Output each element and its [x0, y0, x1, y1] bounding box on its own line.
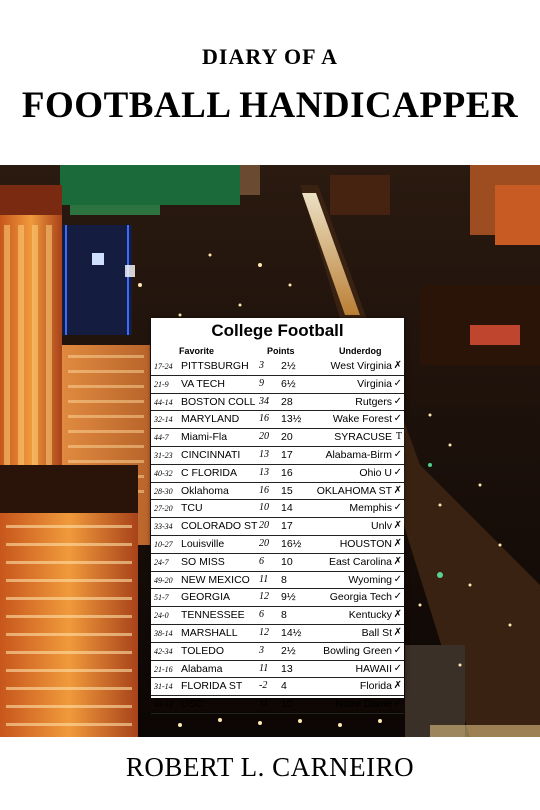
underdog-team: Wake Forest [332, 413, 392, 426]
handwritten-score: 21-16 [154, 664, 173, 674]
handwritten-score: 28-30 [154, 486, 173, 496]
point-spread: 6½ [281, 377, 296, 390]
favorite-team: NEW MEXICO [181, 573, 250, 586]
table-row [151, 678, 404, 696]
result-mark: ✓ [393, 413, 402, 425]
underdog-team: Kentucky [348, 609, 392, 622]
point-spread: 14 [281, 502, 293, 515]
result-mark: ✓ [393, 662, 402, 674]
handwritten-score: 42-34 [154, 646, 173, 656]
point-spread: 8 [281, 609, 287, 622]
underdog-team: Wyoming [348, 573, 392, 586]
point-spread: 20 [281, 431, 293, 444]
point-spread: 4 [281, 680, 287, 693]
book-title: FOOTBALL HANDICAPPER [21, 85, 519, 126]
underdog-team: Virginia [357, 377, 392, 390]
subtitle: DIARY OF A [202, 44, 338, 69]
handwritten-score: 24-7 [154, 557, 169, 567]
result-mark: ✓ [393, 377, 402, 389]
table-row [151, 643, 404, 661]
table-row [151, 411, 404, 429]
result-mark: ✗ [393, 609, 402, 621]
table-row [151, 500, 404, 518]
favorite-team: COLORADO ST [181, 520, 258, 533]
result-mark: ✓ [393, 644, 402, 656]
handwritten-pick: 13 [259, 466, 269, 478]
favorite-team: FLORIDA ST [181, 680, 243, 693]
handwritten-pick: 12 [259, 591, 269, 603]
header-points: Points [267, 346, 295, 356]
result-mark: ✗ [393, 680, 402, 692]
favorite-team: TCU [181, 502, 203, 515]
header-favorite: Favorite [179, 346, 215, 356]
handwritten-score: 10-27 [154, 539, 173, 549]
handwritten-pick: 20 [259, 520, 269, 532]
handwritten-score: 17-24 [154, 362, 173, 371]
underdog-team: Rutgers [355, 395, 392, 408]
handwritten-pick: 13 [259, 448, 269, 460]
underdog-team: Unlv [370, 520, 392, 533]
handwritten-score: 44-13 [154, 700, 173, 710]
handwritten-pick: -2 [259, 680, 268, 692]
handwritten-pick: 20 [259, 537, 269, 549]
underdog-team: Florida [359, 680, 392, 693]
favorite-team: TENNESSEE [181, 609, 245, 622]
handwritten-pick: 3 [259, 360, 264, 371]
point-spread: 16 [281, 466, 293, 479]
underdog-team: Alabama-Birm [325, 448, 392, 461]
result-mark: ✓ [393, 448, 402, 460]
table-row [151, 661, 404, 679]
college-football-odds-sheet [151, 318, 404, 711]
handwritten-pick: 16 [259, 413, 269, 425]
result-mark: ✓ [393, 698, 402, 710]
favorite-team: CINCINNATI [181, 448, 241, 461]
result-mark: ✗ [393, 484, 402, 496]
favorite-team: Miami-Fla [181, 431, 228, 444]
table-row [151, 483, 404, 501]
handwritten-pick: 34 [259, 395, 269, 407]
point-spread: 9½ [281, 591, 296, 604]
point-spread: 16½ [281, 537, 302, 550]
handwritten-pick: 11 [259, 573, 269, 585]
result-mark: ✓ [393, 466, 402, 478]
underdog-team: Georgia Tech [329, 591, 392, 604]
underdog-team: East Carolina [328, 555, 392, 568]
handwritten-score: 31-14 [154, 682, 173, 692]
table-row [151, 429, 404, 447]
result-mark: ✗ [393, 360, 402, 371]
table-row [151, 358, 404, 376]
handwritten-pick: 10 [259, 502, 269, 514]
handwritten-score: 32-14 [154, 415, 173, 425]
handwritten-score: 31-23 [154, 450, 173, 460]
handwritten-pick: 20 [259, 431, 269, 443]
underdog-team: SYRACUSE [334, 431, 392, 444]
handwritten-score: 49-20 [154, 575, 173, 585]
odds-rows [151, 358, 404, 714]
handwritten-score: 27-20 [154, 504, 173, 514]
author-name: ROBERT L. CARNEIRO [125, 752, 415, 782]
result-mark: ✗ [393, 537, 402, 549]
point-spread: 13 [281, 662, 293, 675]
handwritten-pick: 16 [259, 484, 269, 496]
handwritten-score: 24-0 [154, 611, 169, 621]
result-mark: ✗ [393, 520, 402, 532]
result-mark: ✗ [393, 626, 402, 638]
result-mark: ✓ [393, 591, 402, 603]
underdog-team: Memphis [349, 502, 392, 515]
favorite-team: TOLEDO [181, 644, 224, 657]
handwritten-pick: 11 [259, 698, 269, 710]
point-spread: 2½ [281, 360, 296, 372]
favorite-team: SO MISS [181, 555, 225, 568]
table-row [151, 572, 404, 590]
point-spread: 28 [281, 395, 293, 408]
card-title: College Football [211, 321, 344, 340]
underdog-team: Ohio U [359, 466, 392, 479]
favorite-team: PITTSBURGH [181, 360, 249, 372]
table-row [151, 554, 404, 572]
favorite-team: Alabama [181, 662, 223, 675]
handwritten-pick: 6 [259, 555, 264, 567]
underdog-team: West Virginia [330, 360, 392, 372]
favorite-team: USC [181, 698, 204, 711]
underdog-team: HAWAII [355, 662, 392, 675]
result-mark: ✓ [393, 502, 402, 514]
favorite-team: C FLORIDA [181, 466, 238, 479]
handwritten-score: 51-7 [154, 593, 169, 603]
point-spread: 15 [281, 484, 293, 497]
underdog-team: Notre Dame [335, 698, 392, 711]
handwritten-pick: 11 [259, 662, 269, 674]
favorite-team: Louisville [181, 537, 225, 550]
favorite-team: BOSTON COLL [181, 395, 256, 408]
handwritten-score: 44-14 [154, 397, 173, 407]
underdog-team: HOUSTON [339, 537, 392, 550]
point-spread: 10 [281, 555, 293, 568]
point-spread: 10 [281, 698, 293, 711]
result-mark: ✗ [393, 555, 402, 567]
point-spread: 8 [281, 573, 287, 586]
underdog-team: Ball St [361, 626, 392, 639]
point-spread: 2½ [281, 644, 296, 657]
result-mark: ✓ [393, 573, 402, 585]
underdog-team: OKLAHOMA ST [316, 484, 392, 497]
result-mark: T [395, 431, 402, 443]
table-row [151, 696, 404, 714]
handwritten-score: 38-14 [154, 628, 173, 638]
handwritten-pick: 12 [259, 626, 269, 638]
table-row [151, 447, 404, 465]
favorite-team: GEORGIA [181, 591, 231, 604]
point-spread: 17 [281, 448, 293, 461]
handwritten-pick: 6 [259, 609, 264, 621]
table-row [151, 607, 404, 625]
handwritten-score: 44-7 [154, 433, 169, 443]
handwritten-score: 40-32 [154, 468, 173, 478]
handwritten-pick: 9 [259, 377, 264, 389]
handwritten-score: 21-9 [154, 379, 169, 389]
favorite-team: VA TECH [181, 377, 225, 390]
favorite-team: MARSHALL [181, 626, 238, 639]
underdog-team: Bowling Green [323, 644, 392, 657]
table-row [151, 536, 404, 554]
table-row [151, 376, 404, 394]
point-spread: 17 [281, 520, 293, 533]
table-row [151, 625, 404, 643]
point-spread: 13½ [281, 413, 302, 426]
favorite-team: MARYLAND [181, 413, 240, 426]
table-row [151, 465, 404, 483]
table-row [151, 589, 404, 607]
point-spread: 14½ [281, 626, 302, 639]
table-row [151, 394, 404, 412]
header-underdog: Underdog [339, 346, 382, 356]
result-mark: ✓ [393, 395, 402, 407]
favorite-team: Oklahoma [181, 484, 229, 497]
handwritten-pick: 3 [259, 644, 264, 656]
table-row [151, 518, 404, 536]
handwritten-score: 33-34 [154, 522, 173, 532]
